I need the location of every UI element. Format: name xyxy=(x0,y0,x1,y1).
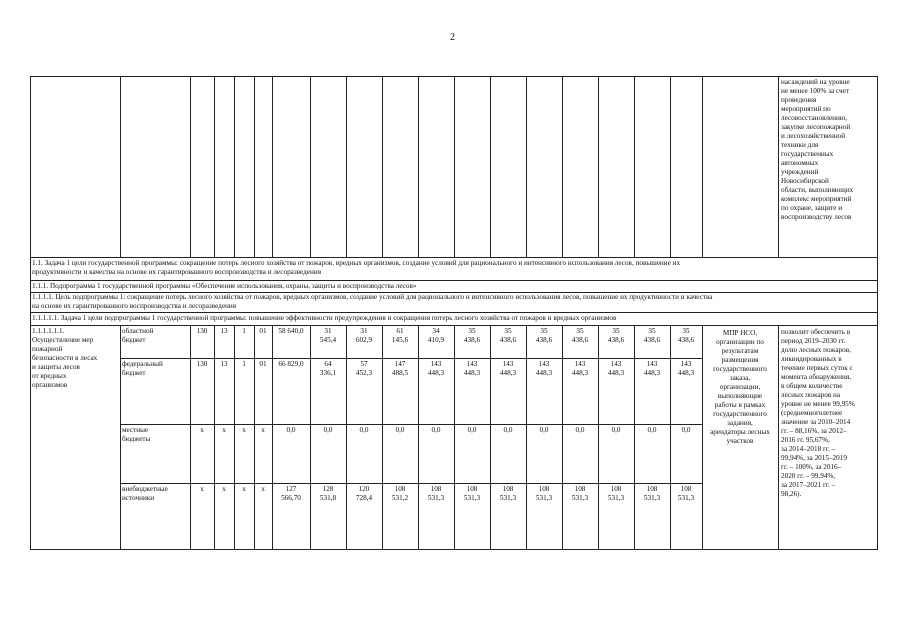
budget-code: 130 xyxy=(196,327,208,335)
activity-name: и защиты лесов xyxy=(32,363,80,371)
goal-heading: 1.1.1.1. Цель подпрограммы 1: сокращение потерь лесного хозяйства от пожаров, вредных организмов, создание условий для рационального и интенсивного использования лесов, повышение их продуктивности и качества xyxy=(32,293,713,301)
column-divider xyxy=(490,76,491,257)
year-value: 0,0 xyxy=(467,426,477,434)
funding-source: федеральный xyxy=(122,360,163,368)
year-value: 108 xyxy=(680,485,692,493)
year-value: 488,5 xyxy=(391,369,409,377)
result-note-line: течение первых суток с xyxy=(781,364,853,372)
funding-source: источники xyxy=(122,494,155,502)
year-value: 57 xyxy=(360,360,368,368)
result-note-line: воспроизводству лесов xyxy=(781,213,852,221)
year-value: 0,0 xyxy=(395,426,405,434)
column-divider xyxy=(346,325,347,549)
activity-name: Осуществление мер xyxy=(32,336,94,344)
executor-line: государственного xyxy=(713,410,767,418)
result-note-line: и лесохозяйственной xyxy=(781,132,846,140)
executor-line: результатам xyxy=(721,347,759,355)
result-note-line: лесовосстановлению, xyxy=(781,114,848,122)
result-note-line: насаждений на уровне xyxy=(781,78,850,86)
subprogram-heading: 1.1.1. Подпрограмма 1 государственной программы «Обеспечение использования, охраны, защиты и воспроизводства лесов» xyxy=(32,282,417,290)
column-divider xyxy=(562,76,563,257)
year-value: 108 xyxy=(430,485,442,493)
column-divider xyxy=(418,76,419,257)
table-left-border xyxy=(30,76,31,550)
column-divider xyxy=(670,76,671,257)
year-value: 448,3 xyxy=(607,369,625,377)
year-value: 448,3 xyxy=(535,369,553,377)
subtask-heading: 1.1.1.1.1. Задача 1 цели подпрограммы 1 государственной программы: повышение эффективности предупреждения и сокращения потерь лесного хозяйства от пожаров и вредных организмов xyxy=(32,314,617,322)
year-value: 108 xyxy=(610,485,622,493)
column-divider xyxy=(778,325,779,549)
budget-code: х xyxy=(261,426,265,434)
year-value: 108 xyxy=(466,485,478,493)
total-value: 127 xyxy=(285,485,297,493)
year-value: 438,6 xyxy=(677,336,695,344)
budget-code: х xyxy=(242,485,246,493)
column-divider xyxy=(598,76,599,257)
task-heading: продуктивности и качества на основе их гарантированного воспроизводства и лесоразведения xyxy=(32,268,322,276)
column-divider xyxy=(634,325,635,549)
budget-code: 01 xyxy=(259,360,267,368)
executor-line: государственного xyxy=(713,365,767,373)
year-value: 145,6 xyxy=(391,336,409,344)
year-value: 448,3 xyxy=(571,369,589,377)
year-value: 531,3 xyxy=(427,494,445,502)
executor-line: организации по xyxy=(716,338,764,346)
executor-line: работы в рамках xyxy=(714,401,766,409)
activity-name: безопасности в лесах xyxy=(32,354,98,362)
result-note-line: государственных xyxy=(781,150,834,158)
year-value: 438,6 xyxy=(607,336,625,344)
year-value: 0,0 xyxy=(503,426,513,434)
year-value: 531,8 xyxy=(319,494,337,502)
result-note-line: Новосибирской xyxy=(781,177,829,185)
column-divider xyxy=(418,325,419,549)
result-note-line: позволит обеспечить в xyxy=(781,328,851,336)
column-divider xyxy=(454,76,455,257)
result-note-line: техники для xyxy=(781,141,819,149)
year-value: 0,0 xyxy=(575,426,585,434)
column-divider xyxy=(310,76,311,257)
result-note-line: значение за 2010–2014 xyxy=(781,418,851,426)
column-divider xyxy=(454,325,455,549)
year-value: 143 xyxy=(430,360,442,368)
budget-code: 13 xyxy=(220,327,228,335)
year-value: 438,6 xyxy=(643,336,661,344)
year-value: 0,0 xyxy=(323,426,333,434)
budget-code: х xyxy=(261,485,265,493)
year-value: 728,4 xyxy=(355,494,373,502)
result-note-line: комплекс мероприятий xyxy=(781,195,852,203)
year-value: 602,9 xyxy=(355,336,373,344)
total-value: 566,70 xyxy=(281,494,301,502)
column-divider xyxy=(190,76,191,257)
result-note-line: закупке лесопожарной xyxy=(781,123,851,131)
year-value: 448,3 xyxy=(677,369,695,377)
year-value: 108 xyxy=(394,485,406,493)
year-value: 531,3 xyxy=(535,494,553,502)
year-value: 35 xyxy=(504,327,512,335)
year-value: 531,2 xyxy=(391,494,409,502)
result-note-line: по охране, защите и xyxy=(781,204,843,212)
table-bottom-border xyxy=(30,549,877,550)
year-value: 531,3 xyxy=(677,494,695,502)
year-value: 448,3 xyxy=(427,369,445,377)
executor-line: организации, xyxy=(719,383,761,391)
budget-code: х xyxy=(242,426,246,434)
budget-code: 130 xyxy=(196,360,208,368)
column-divider xyxy=(272,325,273,549)
year-value: 143 xyxy=(610,360,622,368)
result-note-line: (среднемноголетнее xyxy=(781,409,843,417)
result-note-line: гг. – 100%, за 2016– xyxy=(781,463,842,471)
result-note-line: 2020 гг. – 99,94%, xyxy=(781,472,836,480)
year-value: 143 xyxy=(574,360,586,368)
column-divider xyxy=(382,325,383,549)
executor-line: участков xyxy=(726,437,754,445)
year-value: 438,6 xyxy=(499,336,517,344)
column-divider xyxy=(702,76,703,257)
result-note-line: за 2017–2021 гг. – xyxy=(781,481,836,489)
result-note-line: ликвидированных в xyxy=(781,355,842,363)
activity-name: от вредных xyxy=(32,372,67,380)
column-divider xyxy=(346,76,347,257)
activity-number: 1.1.1.1.1.1. xyxy=(32,327,65,335)
result-note-line: 99,94%, за 2015–2019 xyxy=(781,454,847,462)
year-value: 531,3 xyxy=(571,494,589,502)
year-value: 147 xyxy=(394,360,406,368)
result-note-line: гг. – 88,16%, за 2012– xyxy=(781,427,847,435)
column-divider xyxy=(234,325,235,549)
column-divider xyxy=(120,76,121,257)
year-value: 0,0 xyxy=(611,426,621,434)
result-note-line: учреждений xyxy=(781,168,819,176)
row-divider xyxy=(30,280,877,281)
budget-code: 01 xyxy=(259,327,267,335)
column-divider xyxy=(526,76,527,257)
activity-name: организмов xyxy=(32,381,68,389)
column-divider xyxy=(634,76,635,257)
funding-source: бюджет xyxy=(122,369,146,377)
year-value: 35 xyxy=(576,327,584,335)
result-note-line: уровне не менее 99,95% xyxy=(781,400,855,408)
column-divider xyxy=(272,76,273,257)
budget-code: 1 xyxy=(242,327,246,335)
executor-line: МПР НСО, xyxy=(722,329,758,337)
year-value: 531,3 xyxy=(607,494,625,502)
year-value: 35 xyxy=(612,327,620,335)
executor-line: арендаторы лесных xyxy=(710,428,770,436)
page-number: 2 xyxy=(450,32,455,43)
budget-code: 13 xyxy=(220,360,228,368)
column-divider xyxy=(598,325,599,549)
year-value: 143 xyxy=(646,360,658,368)
column-divider xyxy=(120,325,121,549)
budget-code: 1 xyxy=(242,360,246,368)
year-value: 35 xyxy=(648,327,656,335)
funding-source: внебюджетные xyxy=(122,485,168,493)
year-value: 120 xyxy=(358,485,370,493)
column-divider xyxy=(490,325,491,549)
year-value: 438,6 xyxy=(463,336,481,344)
row-divider xyxy=(30,257,877,258)
year-value: 31 xyxy=(324,327,332,335)
year-value: 108 xyxy=(538,485,550,493)
row-divider xyxy=(120,358,702,359)
year-value: 0,0 xyxy=(539,426,549,434)
year-value: 531,3 xyxy=(499,494,517,502)
budget-code: х xyxy=(222,426,226,434)
result-note-line: за 2014–2018 гг. – xyxy=(781,445,836,453)
year-value: 0,0 xyxy=(431,426,441,434)
budget-code: х xyxy=(200,426,204,434)
task-heading: 1.1. Задача 1 цели государственной программы: сокращение потерь лесного хозяйства от пожаров, вредных организмов, создание условий для рационального и интенсивного использования лесов, повышение их xyxy=(32,259,681,267)
year-value: 448,3 xyxy=(463,369,481,377)
executor-line: заказа, xyxy=(729,374,751,382)
budget-code: х xyxy=(222,485,226,493)
goal-heading: на основе их гарантированного воспроизводства и лесоразведения xyxy=(32,302,237,310)
year-value: 35 xyxy=(468,327,476,335)
column-divider xyxy=(254,76,255,257)
column-divider xyxy=(310,325,311,549)
executor-line: выполняющие xyxy=(717,392,763,400)
result-note-line: не менее 100% за счет xyxy=(781,87,849,95)
column-divider xyxy=(778,76,779,257)
total-value: 0,0 xyxy=(286,426,296,434)
year-value: 0,0 xyxy=(681,426,691,434)
year-value: 438,6 xyxy=(571,336,589,344)
result-note-line: период 2019–2030 гг. xyxy=(781,337,846,345)
year-value: 448,3 xyxy=(643,369,661,377)
total-value: 58 640,0 xyxy=(278,327,304,335)
year-value: 0,0 xyxy=(359,426,369,434)
budget-code: х xyxy=(200,485,204,493)
year-value: 336,1 xyxy=(319,369,337,377)
year-value: 448,3 xyxy=(499,369,517,377)
year-value: 61 xyxy=(396,327,404,335)
year-value: 64 xyxy=(324,360,332,368)
column-divider xyxy=(234,76,235,257)
year-value: 452,3 xyxy=(355,369,373,377)
year-value: 143 xyxy=(502,360,514,368)
year-value: 143 xyxy=(680,360,692,368)
result-note-line: проведения xyxy=(781,96,817,104)
executor-line: задания, xyxy=(727,419,753,427)
year-value: 35 xyxy=(540,327,548,335)
column-divider xyxy=(254,325,255,549)
year-value: 410,9 xyxy=(427,336,445,344)
funding-source: местные xyxy=(122,426,149,434)
funding-source: областной xyxy=(122,327,154,335)
column-divider xyxy=(670,325,671,549)
column-divider xyxy=(562,325,563,549)
column-divider xyxy=(214,325,215,549)
result-note-line: области, выполняющих xyxy=(781,186,854,194)
row-divider xyxy=(30,312,877,313)
year-value: 108 xyxy=(574,485,586,493)
year-value: 531,3 xyxy=(643,494,661,502)
funding-source: бюджет xyxy=(122,336,146,344)
result-note-line: лесных пожаров на xyxy=(781,391,841,399)
table-right-border xyxy=(877,76,878,550)
column-divider xyxy=(382,76,383,257)
result-note-line: 98,26). xyxy=(781,490,802,498)
funding-source: бюджеты xyxy=(122,435,151,443)
column-divider xyxy=(190,325,191,549)
year-value: 143 xyxy=(466,360,478,368)
year-value: 31 xyxy=(360,327,368,335)
result-note-line: долю лесных пожаров, xyxy=(781,346,851,354)
year-value: 35 xyxy=(682,327,690,335)
column-divider xyxy=(214,76,215,257)
result-note-line: автономных xyxy=(781,159,819,167)
year-value: 0,0 xyxy=(647,426,657,434)
year-value: 545,4 xyxy=(319,336,337,344)
row-divider xyxy=(120,483,702,484)
result-note-line: мероприятий по xyxy=(781,105,831,113)
total-value: 66 829,0 xyxy=(278,360,304,368)
year-value: 531,3 xyxy=(463,494,481,502)
year-value: 108 xyxy=(646,485,658,493)
year-value: 34 xyxy=(432,327,440,335)
result-note-line: момента обнаружения, xyxy=(781,373,851,381)
year-value: 143 xyxy=(538,360,550,368)
result-note-line: 2016 гг. 95,67%, xyxy=(781,436,830,444)
column-divider xyxy=(526,325,527,549)
result-note-line: в общем количестве xyxy=(781,382,843,390)
year-value: 128 xyxy=(322,485,334,493)
activity-name: пожарной xyxy=(32,345,63,353)
executor-line: размещения xyxy=(721,356,759,364)
year-value: 108 xyxy=(502,485,514,493)
row-divider xyxy=(120,424,702,425)
year-value: 438,6 xyxy=(535,336,553,344)
